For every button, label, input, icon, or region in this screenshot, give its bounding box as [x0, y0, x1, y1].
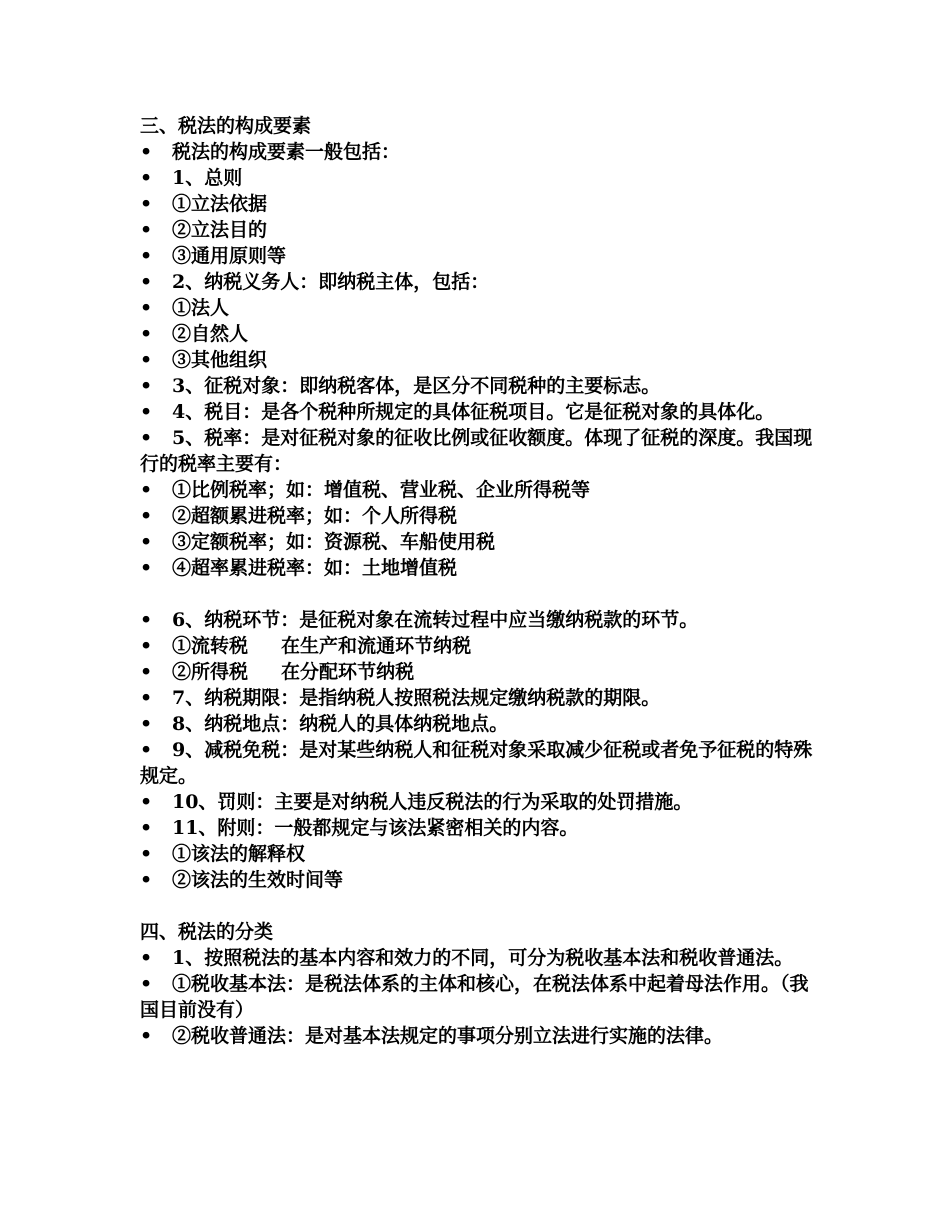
section-heading: 四、税法的分类	[140, 921, 274, 943]
document-body	[140, 113, 820, 1049]
list-item: • 税法的构成要素一般包括：	[140, 141, 400, 163]
list-item: • 3、征税对象：即纳税客体，是区分不同税种的主要标志。	[140, 375, 661, 397]
list-item: • ①税收基本法：是税法体系的主体和核心，在税法体系中起着母法作用。（我国目前没有）	[140, 973, 809, 1021]
list-item: • ②自然人	[140, 323, 248, 345]
paragraph-gap	[140, 581, 820, 607]
list-item: • ①比例税率；如：增值税、营业税、企业所得税等	[140, 479, 590, 501]
list-item: • 5、税率：是对征税对象的征收比例或征收额度。体现了征税的深度。我国现行的税率主要有：	[140, 427, 813, 475]
list-item: • 2、纳税义务人：即纳税主体，包括：	[140, 271, 490, 293]
list-item: • ①流转税 在生产和流通环节纳税	[140, 635, 472, 657]
list-item: • ③通用原则等	[140, 245, 286, 267]
section-heading: 三、税法的构成要素	[140, 115, 312, 137]
list-item: • 8、纳税地点：纳税人的具体纳税地点。	[140, 713, 509, 735]
paragraph-gap	[140, 893, 820, 919]
list-item: • ②税收普通法：是对基本法规定的事项分别立法进行实施的法律。	[140, 1025, 723, 1047]
list-item: • ④超率累进税率：如：土地增值税	[140, 557, 457, 579]
list-item: • ③其他组织	[140, 349, 267, 371]
list-item: • 6、纳税环节：是征税对象在流转过程中应当缴纳税款的环节。	[140, 609, 699, 631]
list-item: • ②所得税 在分配环节纳税	[140, 661, 415, 683]
list-item: • 9、减税免税：是对某些纳税人和征税对象采取减少征税或者免予征税的特殊规定。	[140, 739, 813, 787]
list-item: • ②该法的生效时间等	[140, 869, 343, 891]
list-item: • 11、附则：一般都规定与该法紧密相关的内容。	[140, 817, 579, 839]
list-item: • 4、税目：是各个税种所规定的具体征税项目。它是征税对象的具体化。	[140, 401, 775, 423]
list-item: • 10、罚则：主要是对纳税人违反税法的行为采取的处罚措施。	[140, 791, 693, 813]
list-item: • ②超额累进税率；如：个人所得税	[140, 505, 457, 527]
list-item: • ①该法的解释权	[140, 843, 305, 865]
list-item: • 7、纳税期限：是指纳税人按照税法规定缴纳税款的期限。	[140, 687, 661, 709]
list-item: • 1、总则	[140, 167, 243, 189]
list-item: • 1、按照税法的基本内容和效力的不同，可分为税收基本法和税收普通法。	[140, 947, 794, 969]
list-item: • ①立法依据	[140, 193, 267, 215]
list-item: • ③定额税率；如：资源税、车船使用税	[140, 531, 495, 553]
list-item: • ①法人	[140, 297, 229, 319]
list-item: • ②立法目的	[140, 219, 267, 241]
